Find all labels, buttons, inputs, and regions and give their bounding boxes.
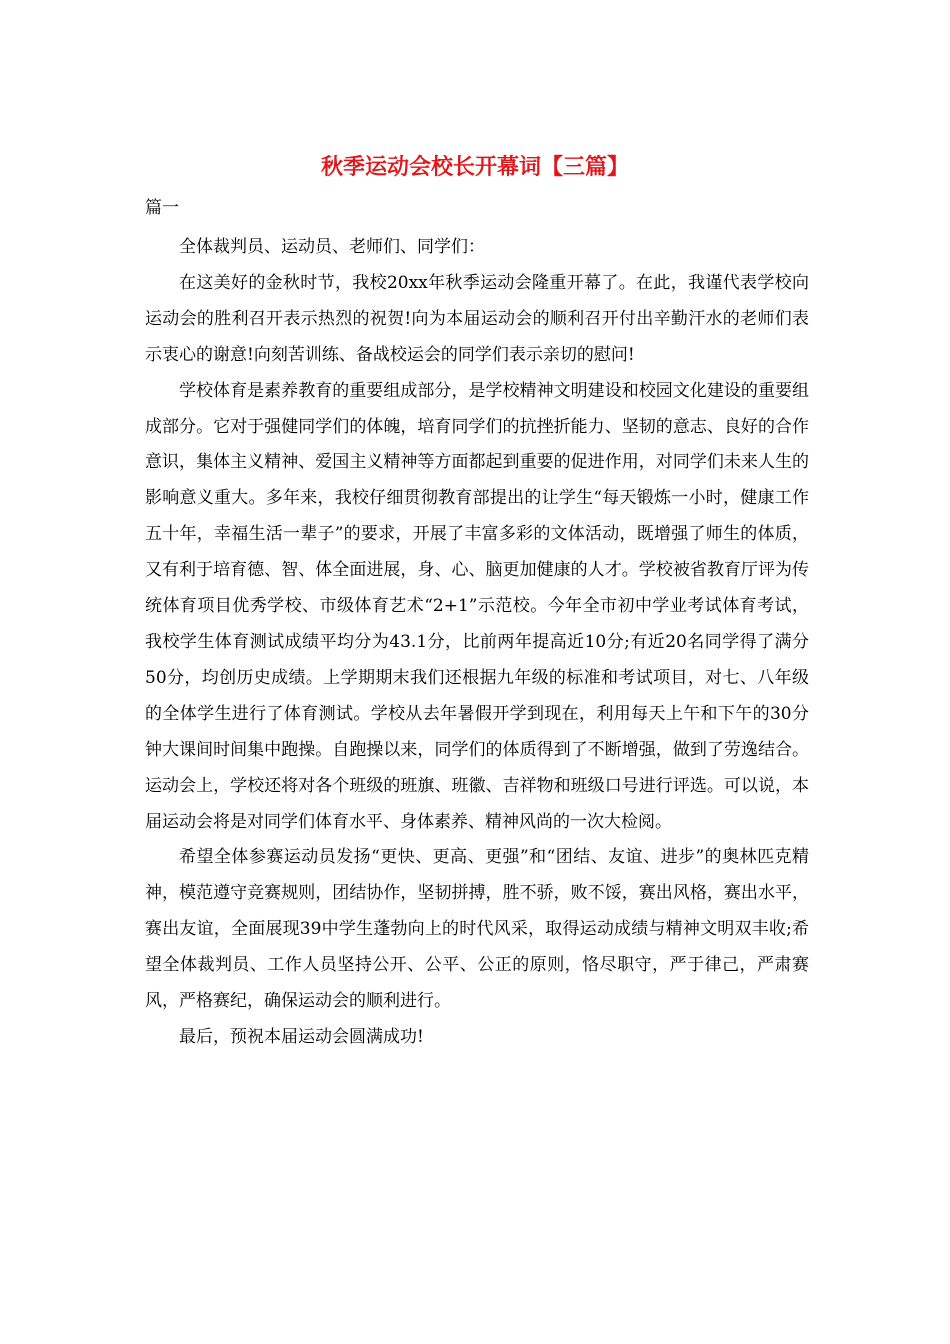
paragraph-hopes: 希望全体参赛运动员发扬“更快、更高、更强”和“团结、友谊、进步”的奥林匹克精神，模范遵守竞赛规则，团结协作，坚韧拼搏，胜不骄，败不馁，赛出风格，赛出水平，赛出友谊，全面展现39中学生蓬勃向上的时代风采，取得运动成绩与精神文明双丰收;希望全体裁判员、工作人员坚持公开、公平、公正的原则，恪尽职守，严于律己，严肃赛风，严格赛纪，确保运动会的顺利进行。	[145, 847, 809, 1012]
paragraph-salutation: 全体裁判员、运动员、老师们、同学们：	[179, 237, 485, 257]
section-label: 篇一	[145, 198, 179, 218]
paragraph-closing: 最后，预祝本届运动会圆满成功!	[179, 1026, 424, 1047]
document-title: 秋季运动会校长开幕词【三篇】	[320, 154, 629, 180]
document-body	[145, 230, 809, 1056]
paragraph-school-sports: 学校体育是素养教育的重要组成部分，是学校精神文明建设和校园文化建设的重要组成部分。它对于强健同学们的体魄，培育同学们的抗挫折能力、坚韧的意志、良好的合作意识，集体主义精神、爱国主义精神等方面都起到重要的促进作用，对同学们未来人生的影响意义重大。多年来，我校仔细贯彻教育部提出的让学生“每天锻炼一小时，健康工作五十年，幸福生活一辈子”的要求，开展了丰富多彩的文体活动，既增强了师生的体质，又有利于培育德、智、体全面进展，身、心、脑更加健康的人才。学校被省教育厅评为传统体育项目优秀学校、市级体育艺术“2+1”示范校。今年全市初中学业考试体育考试，我校学生体育测试成绩平均分为43.1分，比前两年提高近10分;有近20名同学得了满分50分，均创历史成绩。上学期期末我们还根据九年级的标准和考试项目，对七、八年级的全体学生进行了体育测试。学校从去年暑假开学到现在，利用每天上午和下午的30分钟大课间时间集中跑操。自跑操以来，同学们的体质得到了不断增强，做到了劳逸结合。运动会上，学校还将对各个班级的班旗、班徽、吉祥物和班级口号进行评选。可以说，本届运动会将是对同学们体育水平、身体素养、精神风尚的一次大检阅。	[145, 380, 809, 832]
paragraph-opening: 在这美好的金秋时节，我校20xx年秋季运动会隆重开幕了。在此，我谨代表学校向运动会的胜利召开表示热烈的祝贺!向为本届运动会的顺利召开付出辛勤汗水的老师们表示衷心的谢意!向刻苦训练、备战校运会的同学们表示亲切的慰问!	[145, 272, 809, 365]
